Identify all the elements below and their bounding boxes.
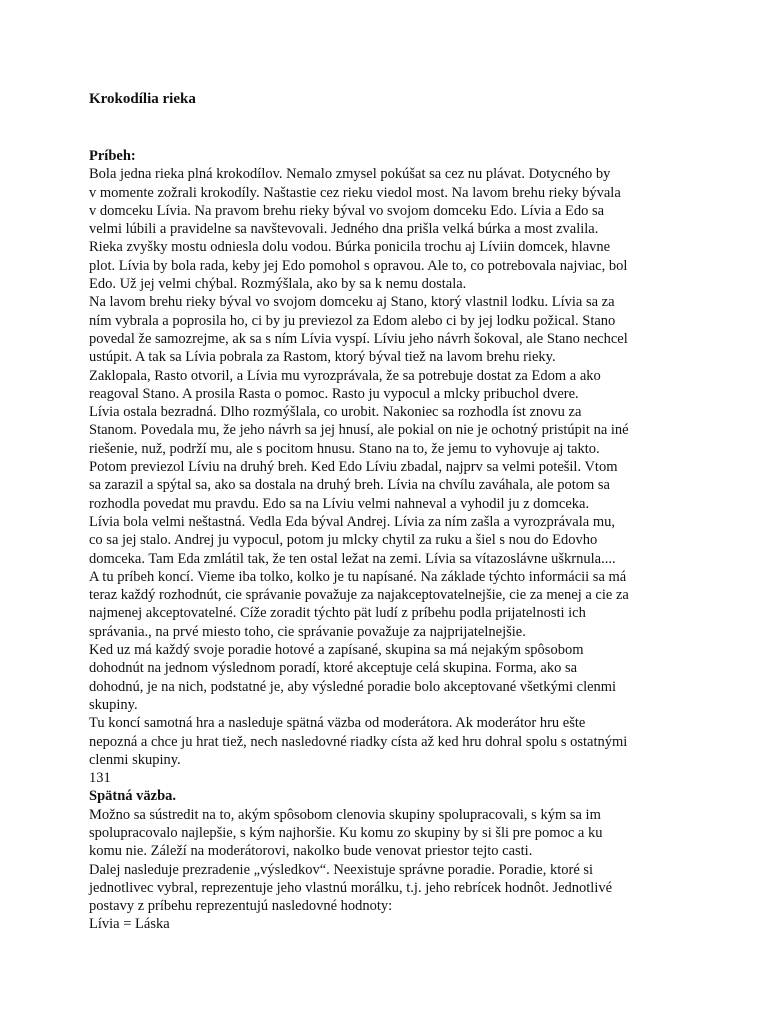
text-line: Bola jedna rieka plná krokodílov. Nemalo zmysel pokúšat sa cez nu plávat. Dotycného by: [89, 166, 611, 183]
text-line: Stanom. Povedala mu, že jeho návrh sa jej hnusí, ale pokial on nie je ochotný pristúpit na iné: [89, 422, 629, 439]
section-heading: Príbeh:: [89, 148, 136, 164]
text-line: v momente zožrali krokodíly. Naštastie cez rieku viedol most. Na lavom brehu rieky bývala: [89, 184, 621, 201]
text-line: nepozná a chce ju hrat tiež, nech nasledovné riadky císta až ked hru dohral spolu s ostatnými: [89, 733, 628, 750]
text-line: Edo. Už jej velmi chýbal. Rozmýšlala, ako by sa k nemu dostala.: [89, 276, 467, 293]
text-line: Rieka zvyšky mostu odniesla dolu vodou. Búrka ponicila trochu aj Líviin domcek, hlavne: [89, 239, 611, 256]
text-line: A tu príbeh koncí. Vieme iba tolko, kolko je tu napísané. Na základe týchto informácii sa má: [89, 568, 627, 585]
text-line: rozhodla povedat mu pravdu. Edo sa na Líviu velmi nahneval a vyhodil ju z domceka.: [89, 495, 590, 512]
text-line: riešenie, nuž, podrží mu, ale s pocitom hnusu. Stano na to, že jemu to vyhovuje aj takto.: [89, 440, 600, 457]
text-line: plot. Lívia by bola rada, keby jej Edo pomohol s opravou. Ale to, co potrebovala najviac, bol: [89, 257, 628, 274]
text-line: teraz každý rozhodnút, cie správanie považuje za najakceptovatelnejšie, cie za menej a cie za: [89, 587, 629, 604]
text-line: Dalej nasleduje prezradenie „výsledkov“. Neexistuje správne poradie. Poradie, ktoré si: [89, 861, 594, 878]
text-line: 131: [89, 770, 111, 787]
text-line: Zaklopala, Rasto otvoril, a Lívia mu vyrozprávala, že sa potrebuje dostat za Edom a ako: [89, 367, 601, 384]
text-line: spolupracovalo najlepšie, s kým najhoršie. Ku komu zo skupiny by si šli pre pomoc a ku: [89, 824, 603, 841]
text-line: clenmi skupiny.: [89, 751, 181, 768]
text-line: Tu koncí samotná hra a nasleduje spätná väzba od moderátora. Ak moderátor hru ešte: [89, 715, 586, 732]
text-line: Potom previezol Líviu na druhý breh. Ked Edo Líviu zbadal, najprv sa velmi potešil. Vtom: [89, 459, 618, 476]
text-line: skupiny.: [89, 696, 138, 713]
text-line: domceka. Tam Eda zmlátil tak, že ten ostal ležat na zemi. Lívia sa vítazoslávne uškrnula....: [89, 550, 616, 567]
text-line: povedal že samozrejme, ak sa s ním Lívia vyspí. Líviu jeho návrh šokoval, ale Stano nechcel: [89, 330, 628, 347]
text-line: reagoval Stano. A prosila Rasta o pomoc. Rasto ju vypocul a mlcky pribuchol dvere.: [89, 385, 579, 402]
section-heading: Spätná väzba.: [89, 788, 177, 805]
text-line: Lívia ostala bezradná. Dlho rozmýšlala, co urobit. Nakoniec sa rozhodla íst znovu za: [89, 404, 582, 421]
text-line: Na lavom brehu rieky býval vo svojom domceku aj Stano, ktorý vlastnil lodku. Lívia sa za: [89, 294, 615, 311]
text-line: co sa jej stalo. Andrej ju vypocul, potom ju mlcky chytil za ruku a šiel s nou do Edovho: [89, 532, 598, 549]
text-line: ustúpit. A tak sa Lívia pobrala za Rastom, ktorý býval tiež na lavom brehu rieky.: [89, 349, 556, 366]
text-line: postavy z príbehu reprezentujú nasledovné hodnoty:: [89, 898, 393, 915]
text-line: Lívia bola velmi neštastná. Vedla Eda býval Andrej. Lívia za ním zašla a vyrozprávala mu,: [89, 513, 615, 530]
text-line: velmi lúbili a pravidelne sa navštevovali. Jedného dna prišla velká búrka a most zvalila.: [89, 221, 599, 238]
text-line: najmenej akceptovatelné. Cíže zoradit týchto pät ludí z príbehu podla prijatelnosti ich: [89, 605, 586, 622]
text-line: dohodnú, je na nich, podstatné je, aby výsledné poradie bolo akceptované všetkými clenmi: [89, 678, 617, 695]
document-body: [89, 147, 729, 934]
text-line: Možno sa sústredit na to, akým spôsobom clenovia skupiny spolupracovali, s kým sa im: [89, 806, 601, 823]
text-line: komu nie. Záleží na moderátorovi, nakolko bude venovat priestor tejto casti.: [89, 843, 533, 860]
text-line: sa zarazil a spýtal sa, ako sa dostala na druhý breh. Lívia na chvílu zaváhala, ale potom sa: [89, 477, 610, 494]
text-line: dohodnút na jednom výslednom poradí, ktoré akceptuje celá skupina. Forma, ako sa: [89, 660, 578, 677]
text-line: Lívia = Láska: [89, 916, 170, 933]
text-line: Ked uz má každý svoje poradie hotové a zapísané, skupina sa má nejakým spôsobom: [89, 642, 584, 659]
text-line: v domceku Lívia. Na pravom brehu rieky býval vo svojom domceku Edo. Lívia a Edo sa: [89, 202, 605, 219]
text-line: správania., na prvé miesto toho, cie správanie považuje za najprijatelnejšie.: [89, 623, 526, 640]
text-line: ním vybrala a poprosila ho, ci by ju previezol za Edom alebo ci by jej lodku požical. Stano: [89, 312, 616, 329]
document-title: Krokodília rieka: [89, 91, 196, 107]
text-line: jednotlivec vybral, reprezentuje jeho vlastnú morálku, t.j. jeho rebrícek hodnôt. Jednotlivé: [89, 879, 613, 896]
